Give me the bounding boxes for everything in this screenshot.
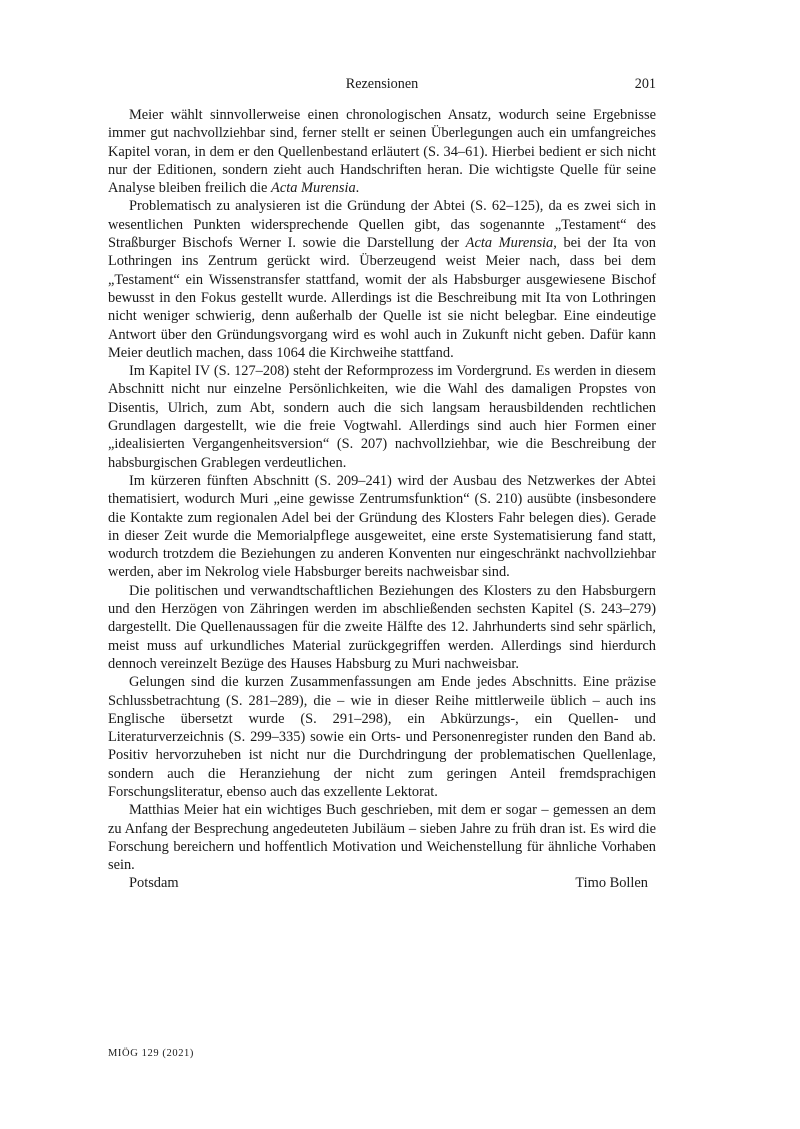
page-number: 201 bbox=[634, 76, 656, 92]
review-body bbox=[108, 106, 656, 893]
journal-footer: MIÖG 129 (2021) bbox=[108, 1048, 194, 1059]
paragraph-4: Im kürzeren fünften Abschnitt (S. 209–241) wird der Ausbau des Netzwerkes der Abtei thematisiert, wodurch Muri „eine gewisse Zentrumsfunktion“ (S. 210) ausübte (insbesondere die Kontakte zum regionalen Adel bei der Gründung des Klosters Fahr belegen dies). Gerade in dieser Zeit wurde die Memorialpflege ausgeweitet, eine erste Systematisierung fand statt, wodurch trotzdem die Beziehungen zu anderen Konventen nur eingeschränkt nachvollziehbar werden, aber im Nekrolog viele Habsburger bereits nachweisbar sind. bbox=[108, 472, 656, 581]
paragraph-3: Im Kapitel IV (S. 127–208) steht der Reformprozess im Vordergrund. Es werden in diesem Abschnitt nicht nur einzelne Persönlichkeiten, wie die Wahl des damaligen Propstes von Disentis, Ulrich, zum Abt, sondern auch die sich langsam herausbildenden rechtlichen Grundlagen dargestellt, wie die freie Vogtwahl. Allerdings sind auch hier Formen einer „idealisierten Vergangenheitsversion“ (S. 207) nachvollziehbar, wie die Beschreibung der habsburgischen Grablegen verdeutlichen. bbox=[108, 363, 656, 471]
italic-title: Acta Murensia bbox=[271, 180, 356, 197]
running-title: Rezensionen bbox=[345, 76, 419, 92]
signature-author: Timo Bollen bbox=[575, 875, 648, 892]
paragraph-6: Gelungen sind die kurzen Zusammenfassungen am Ende jedes Abschnitts. Eine präzise Schlussbetrachtung (S. 281–289), die – wie in dieser Reihe mittlerweile üblich – auch ins Englische übersetzt wurde (S. 291–298), ein Abkürzungs-, ein Quellen- und Literaturverzeichnis (S. 299–335) sowie ein Orts- und Personenregister runden den Band ab. Positiv hervorzuheben ist nicht nur die Durchdringung der problematischen Quellenlage, sondern auch die Heranziehung der nicht zum geringen Anteil fremdsprachigen Forschungsliteratur, ebenso auch das exzellente Lektorat. bbox=[108, 674, 656, 800]
paragraph-5: Die politischen und verwandtschaftlichen Beziehungen des Klosters zu den Habsburgern und den Herzögen von Zähringen werden im abschließenden sechsten Kapitel (S. 243–279) dargestellt. Die Quellenaussagen für die zweite Hälfte des 12. Jahrhunderts sind sehr spärlich, meist muss auf urkundliches Material zurückgegriffen werden. Allerdings sind hierdurch dennoch vereinzelt Bezüge des Hauses Habsburg zu Muri nachweisbar. bbox=[108, 582, 656, 672]
signature-line bbox=[108, 874, 656, 892]
signature-place: Potsdam bbox=[129, 875, 179, 892]
paragraph-2: Problematisch zu analysieren ist die Gründung der Abtei (S. 62–125), da es zwei sich in wesentlichen Punkten widersprechende Quellen gibt, das sogenannte „Testament“ des Straßburger Bischofs Werner I. sowie die Darstellung der Acta Murensia, bei der Ita von Lothringen ins Zentrum gerückt wird. Überzeugend weist Meier nach, dass bei dem „Testament“ ein Wissenstransfer stattfand, womit der als Habsburger ausgewiesene Bischof bewusst in den Fokus gestellt wurde. Allerdings ist die Beschreibung mit Ita von Lothringen nicht weniger schwierig, denn außerhalb der Quelle ist sie nicht belegbar. Eine eindeutige Antwort über den Gründungsvorgang wird es wohl auch in Zukunft nicht geben. Dafür kann Meier deutlich machen, dass 1064 die Kirchweihe stattfand. bbox=[108, 198, 656, 361]
running-header bbox=[108, 76, 656, 96]
paragraph-7: Matthias Meier hat ein wichtiges Buch geschrieben, mit dem er sogar – gemessen an dem zu Anfang der Besprechung angedeuteten Jubiläum – sieben Jahre zu früh dran ist. Es wird die Forschung bereichern und hoffentlich Motivation und Weichenstellung für ähnliche Vorhaben sein. bbox=[108, 802, 656, 874]
italic-title: Acta Murensia bbox=[465, 235, 554, 252]
paragraph-1: Meier wählt sinnvollerweise einen chronologischen Ansatz, wodurch seine Ergebnisse immer gut nachvollziehbar sind, ferner stellt er seinen Überlegungen auch ein umfangreiches Kapitel voran, in dem er den Quellenbestand erläutert (S. 34–61). Hierbei bedient er sich nicht nur der Editionen, sondern zieht auch Handschriften heran. Die wichtigste Quelle für seine Analyse bleiben freilich die Acta Murensia. bbox=[108, 107, 656, 197]
